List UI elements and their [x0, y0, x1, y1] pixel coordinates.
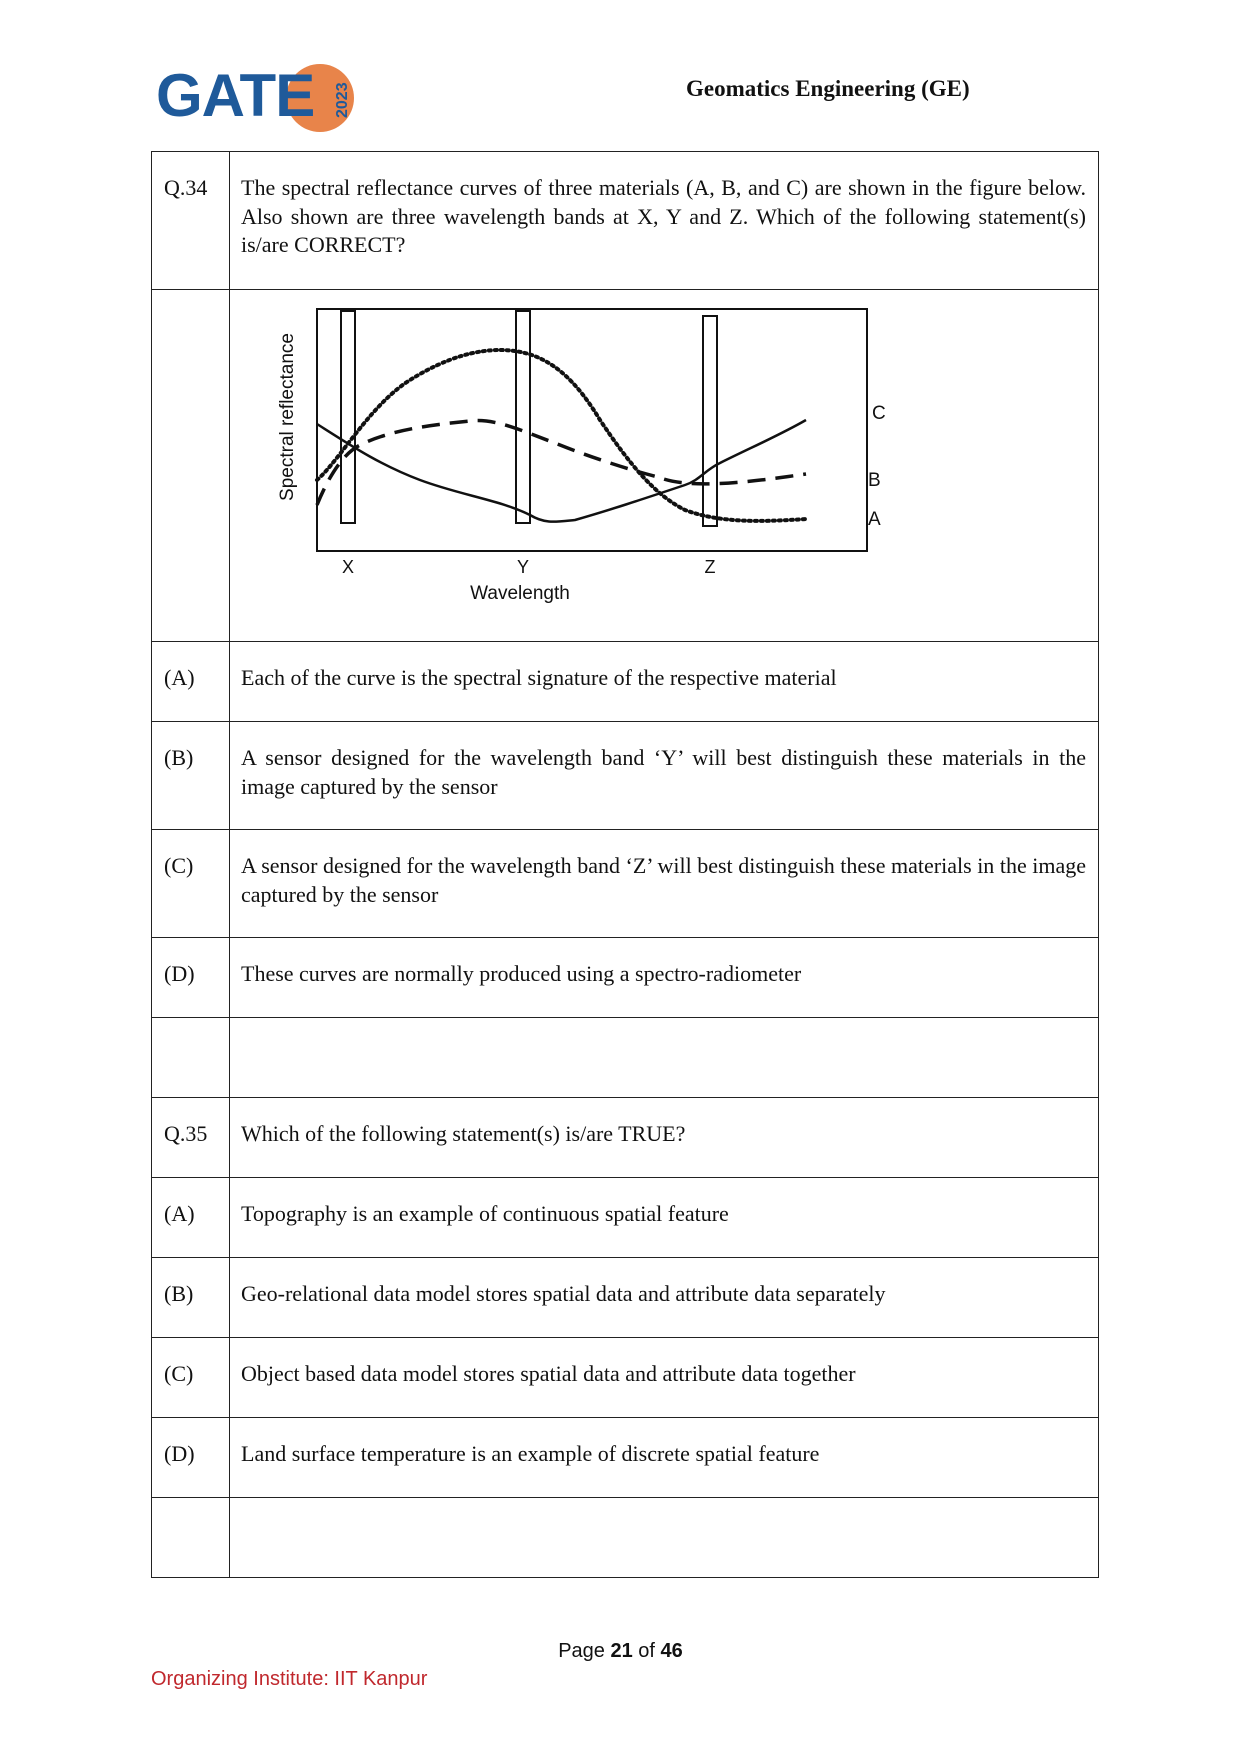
spacer-row	[152, 1018, 1099, 1098]
logo-text: GATE	[156, 62, 315, 129]
question-number: Q.35	[152, 1098, 230, 1178]
option-row	[152, 722, 1099, 830]
option-label: (A)	[152, 642, 230, 722]
page-current: 21	[610, 1640, 633, 1662]
option-text: Object based data model stores spatial data and attribute data together	[230, 1338, 1099, 1418]
option-label: (D)	[152, 938, 230, 1018]
x-axis-label: Wavelength	[470, 583, 570, 604]
series-label-c: C	[872, 403, 886, 424]
option-label: (D)	[152, 1418, 230, 1498]
option-row	[152, 642, 1099, 722]
paper-title: Geomatics Engineering (GE)	[686, 76, 970, 101]
question-row	[152, 1098, 1099, 1178]
option-text: A sensor designed for the wavelength band ‘Z’ will best distinguish these materials in the image captured by the sensor	[230, 830, 1099, 938]
option-label: (C)	[152, 830, 230, 938]
option-row	[152, 1178, 1099, 1258]
option-text: Each of the curve is the spectral signature of the respective material	[230, 642, 1099, 722]
empty-cell	[230, 1018, 1099, 1098]
question-text: The spectral reflectance curves of three materials (A, B, and C) are shown in the figure below. Also shown are three wavelength bands at X, Y and Z. Which of the following statement(s) is/are CORRECT?	[230, 152, 1099, 290]
option-row	[152, 830, 1099, 938]
spectral-chart	[230, 290, 1100, 641]
curve-c	[317, 420, 806, 522]
curve-a	[317, 350, 806, 521]
curve-b	[317, 421, 806, 505]
band-z	[703, 316, 717, 526]
empty-cell	[152, 1018, 230, 1098]
series-label-a: A	[868, 509, 881, 530]
page-of: of	[638, 1640, 655, 1662]
option-row	[152, 1258, 1099, 1338]
page-prefix: Page	[558, 1640, 605, 1662]
y-axis-label: Spectral reflectance	[277, 333, 298, 501]
page-total: 46	[660, 1640, 683, 1662]
empty-cell	[152, 1498, 230, 1578]
organizing-institute: Organizing Institute: IIT Kanpur	[151, 1668, 428, 1690]
question-table	[151, 151, 1099, 1578]
question-number: Q.34	[152, 152, 230, 290]
logo-year: 2023	[334, 82, 351, 118]
question-row	[152, 152, 1099, 290]
gate-logo	[156, 60, 356, 140]
band-label-x: X	[341, 557, 355, 577]
empty-cell	[152, 290, 230, 642]
option-text: These curves are normally produced using a spectro-radiometer	[230, 938, 1099, 1018]
option-row	[152, 1418, 1099, 1498]
option-label: (B)	[152, 722, 230, 830]
figure-cell	[230, 290, 1099, 642]
spectral-figure	[230, 290, 1100, 641]
option-row	[152, 938, 1099, 1018]
series-label-b: B	[868, 470, 881, 491]
band-x	[341, 311, 355, 523]
question-text: Which of the following statement(s) is/are TRUE?	[230, 1098, 1099, 1178]
band-y	[516, 311, 530, 523]
option-text: Geo-relational data model stores spatial data and attribute data separately	[230, 1258, 1099, 1338]
option-label: (C)	[152, 1338, 230, 1418]
option-text: A sensor designed for the wavelength band ‘Y’ will best distinguish these materials in the image captured by the sensor	[230, 722, 1099, 830]
band-label-y: Y	[516, 557, 530, 577]
option-label: (B)	[152, 1258, 230, 1338]
band-label-z: Z	[704, 557, 716, 577]
option-text: Topography is an example of continuous spatial feature	[230, 1178, 1099, 1258]
spacer-row	[152, 1498, 1099, 1578]
option-text: Land surface temperature is an example of discrete spatial feature	[230, 1418, 1099, 1498]
option-row	[152, 1338, 1099, 1418]
figure-row	[152, 290, 1099, 642]
page-number	[0, 1640, 1241, 1663]
option-label: (A)	[152, 1178, 230, 1258]
empty-cell	[230, 1498, 1099, 1578]
